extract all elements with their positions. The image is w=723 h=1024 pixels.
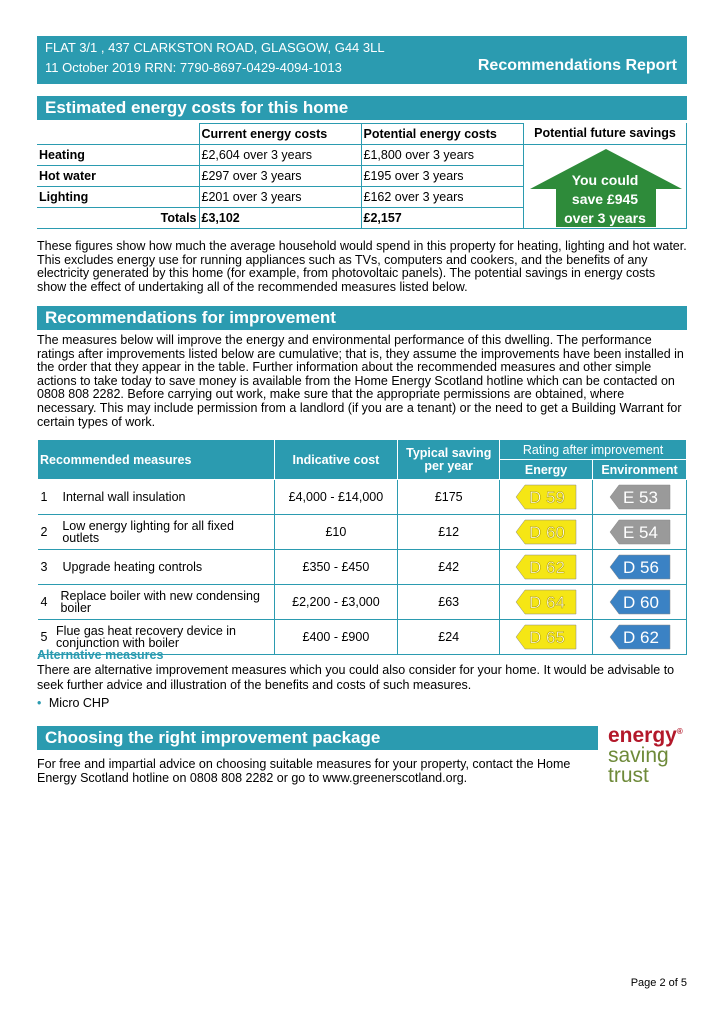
- measure-cost: £2,200 - £3,000: [292, 595, 380, 609]
- heating-potential: £1,800 over 3 years: [361, 145, 523, 166]
- energy-rating-icon: [515, 624, 577, 650]
- saving-cell: [398, 585, 500, 620]
- alternative-measures-title: Alternative measures: [37, 648, 164, 662]
- cost-cell: [274, 620, 398, 655]
- recommendation-row: [38, 480, 687, 515]
- measure-saving: £24: [438, 630, 460, 644]
- measure-number: 2: [40, 525, 48, 539]
- environment-rating-icon: [609, 484, 671, 510]
- energy-rating-icon: [515, 589, 577, 615]
- saving-cell: [398, 515, 500, 550]
- measure-number: 1: [40, 490, 48, 504]
- environment-rating-icon: [609, 589, 671, 615]
- col-current-header: Current energy costs: [199, 124, 361, 145]
- report-header: [37, 36, 687, 84]
- hot-water-potential: £195 over 3 years: [361, 166, 523, 187]
- report-title: Recommendations Report: [477, 57, 677, 74]
- col-measures-header: Recommended measures: [38, 440, 275, 480]
- section-title-package: Choosing the right improvement package: [37, 726, 598, 750]
- svg-text:D 60: D 60: [622, 593, 659, 612]
- alternative-measures-text: There are alternative improvement measures which you could also consider for your home. It would be advisable to seek further advice and illustration of the benefits and costs of such measures.: [37, 663, 675, 692]
- recommendation-row: [38, 585, 687, 620]
- alternative-item: Micro CHP: [48, 696, 110, 710]
- measure-cell: [38, 585, 275, 620]
- measure-name: Internal wall insulation: [62, 490, 186, 504]
- section-title-recommendations: Recommendations for improvement: [37, 306, 687, 330]
- svg-text:D 62: D 62: [529, 558, 565, 577]
- col-energy-header: Energy: [500, 460, 593, 480]
- hot-water-current: £297 over 3 years: [199, 166, 361, 187]
- environment-rating-icon: [609, 624, 671, 650]
- bullet-icon: •: [37, 696, 42, 710]
- measure-cost: £350 - £450: [302, 560, 370, 574]
- section-title-costs: Estimated energy costs for this home: [37, 96, 687, 120]
- col-rating-header: Rating after improvement: [500, 440, 687, 460]
- logo-line-3: trust: [608, 764, 649, 787]
- page-number: Page 2 of 5: [630, 977, 687, 989]
- svg-text:D 62: D 62: [622, 628, 659, 647]
- environment-rating-cell: [593, 480, 687, 515]
- col-potential-header: Potential energy costs: [361, 124, 523, 145]
- environment-rating-cell: [593, 585, 687, 620]
- recommendations-body: [38, 480, 687, 655]
- svg-text:E 54: E 54: [622, 523, 658, 542]
- svg-text:D 56: D 56: [622, 558, 659, 577]
- property-address: FLAT 3/1 , 437 CLARKSTON ROAD, GLASGOW, G44 3LL: [45, 40, 385, 55]
- cost-cell: [274, 480, 398, 515]
- svg-text:E 53: E 53: [622, 488, 658, 507]
- svg-text:D 59: D 59: [529, 488, 565, 507]
- savings-text: [524, 171, 686, 228]
- alternative-list: [37, 696, 109, 710]
- date-rrn: 11 October 2019 RRN: 7790-8697-0429-4094-1013: [45, 60, 342, 75]
- lighting-potential: £162 over 3 years: [361, 187, 523, 208]
- svg-text:D 60: D 60: [529, 523, 565, 542]
- logo-line-1: energy®: [608, 724, 683, 747]
- measure-number: 5: [40, 630, 48, 644]
- environment-rating-icon: [609, 519, 671, 545]
- measure-cost: £10: [325, 525, 347, 539]
- measure-name: Replace boiler with new condensing boiler: [60, 589, 260, 615]
- environment-rating-cell: [593, 515, 687, 550]
- cost-cell: [274, 550, 398, 585]
- potential-savings-box: [523, 123, 687, 229]
- col-cost-header: Indicative cost: [274, 440, 398, 480]
- measure-cost: £4,000 - £14,000: [288, 490, 384, 504]
- total-potential: £2,157: [361, 208, 523, 229]
- svg-text:D 64: D 64: [529, 593, 565, 612]
- energy-rating-icon: [515, 519, 577, 545]
- environment-rating-cell: [593, 550, 687, 585]
- measure-saving: £42: [438, 560, 460, 574]
- environment-rating-cell: [593, 620, 687, 655]
- measure-cost: £400 - £900: [302, 630, 370, 644]
- cost-cell: [274, 515, 398, 550]
- row-label-heating: Heating: [37, 145, 199, 166]
- savings-line-2: save £945: [571, 191, 639, 207]
- measure-name: Upgrade heating controls: [62, 560, 203, 574]
- environment-rating-icon: [609, 554, 671, 580]
- energy-rating-cell: [500, 480, 593, 515]
- total-current: £3,102: [199, 208, 361, 229]
- energy-rating-icon: [515, 484, 577, 510]
- row-label-hot-water: Hot water: [37, 166, 199, 187]
- lighting-current: £201 over 3 years: [199, 187, 361, 208]
- energy-rating-cell: [500, 550, 593, 585]
- energy-rating-cell: [500, 620, 593, 655]
- energy-rating-icon: [515, 554, 577, 580]
- col-environment-header: Environment: [593, 460, 687, 480]
- measure-number: 4: [40, 595, 48, 609]
- measure-number: 3: [40, 560, 48, 574]
- measure-saving: £12: [438, 525, 460, 539]
- energy-rating-cell: [500, 515, 593, 550]
- row-label-lighting: Lighting: [37, 187, 199, 208]
- totals-label: Totals: [37, 208, 199, 229]
- energy-saving-trust-logo: [608, 722, 688, 786]
- saving-cell: [398, 620, 500, 655]
- measure-saving: £175: [434, 490, 463, 504]
- package-text: For free and impartial advice on choosing suitable measures for your property, contact the Home Energy Scotland hotline on 0808 808 2282 or go to www.greenerscotland.org.: [37, 757, 571, 785]
- col-saving-header: Typical saving per year: [398, 440, 500, 480]
- measure-name: Flue gas heat recovery device in conjunction with boiler: [56, 624, 237, 650]
- logo-line-2: saving: [608, 744, 669, 767]
- cost-cell: [274, 585, 398, 620]
- savings-line-3: over 3 years: [564, 210, 646, 226]
- costs-description: These figures show how much the average household would spend in this property for heating, lighting and hot water. This excludes energy use for running appliances such as TVs, computers and cookers, and the benefits of any electricity generated by this home (for example, from photovoltaic panels). The potential savings in energy costs show the effect of undertaking all of the recommended measures listed below.: [37, 239, 687, 294]
- measure-saving: £63: [438, 595, 460, 609]
- measure-cell: [38, 515, 275, 550]
- recommendations-description: The measures below will improve the energy and environmental performance of this dwelling. The performance ratings after improvements listed below are cumulative; that is, they assume the improvements have been installed in the order that they appear in the table. Further information about the recommended measures and other simple actions to take today to save money is available from the Home Energy Scotland hotline which can be contacted on 0808 808 2282. Before carrying out work, make sure that the appropriate permissions are obtained, where necessary. This may include permission from a landlord (if you are a tenant) or the need to get a Building Warrant for certain types of work.: [37, 333, 684, 429]
- svg-text:D 65: D 65: [529, 628, 565, 647]
- measure-name: Low energy lighting for all fixed outlets: [62, 519, 234, 545]
- savings-line-1: You could: [571, 172, 639, 188]
- recommendation-row: [38, 515, 687, 550]
- energy-rating-cell: [500, 585, 593, 620]
- recommendations-table: [37, 439, 687, 655]
- saving-cell: [398, 480, 500, 515]
- measure-cell: [38, 480, 275, 515]
- saving-cell: [398, 550, 500, 585]
- recommendation-row: [38, 550, 687, 585]
- potential-savings-label: Potential future savings: [524, 123, 686, 145]
- heating-current: £2,604 over 3 years: [199, 145, 361, 166]
- measure-cell: [38, 550, 275, 585]
